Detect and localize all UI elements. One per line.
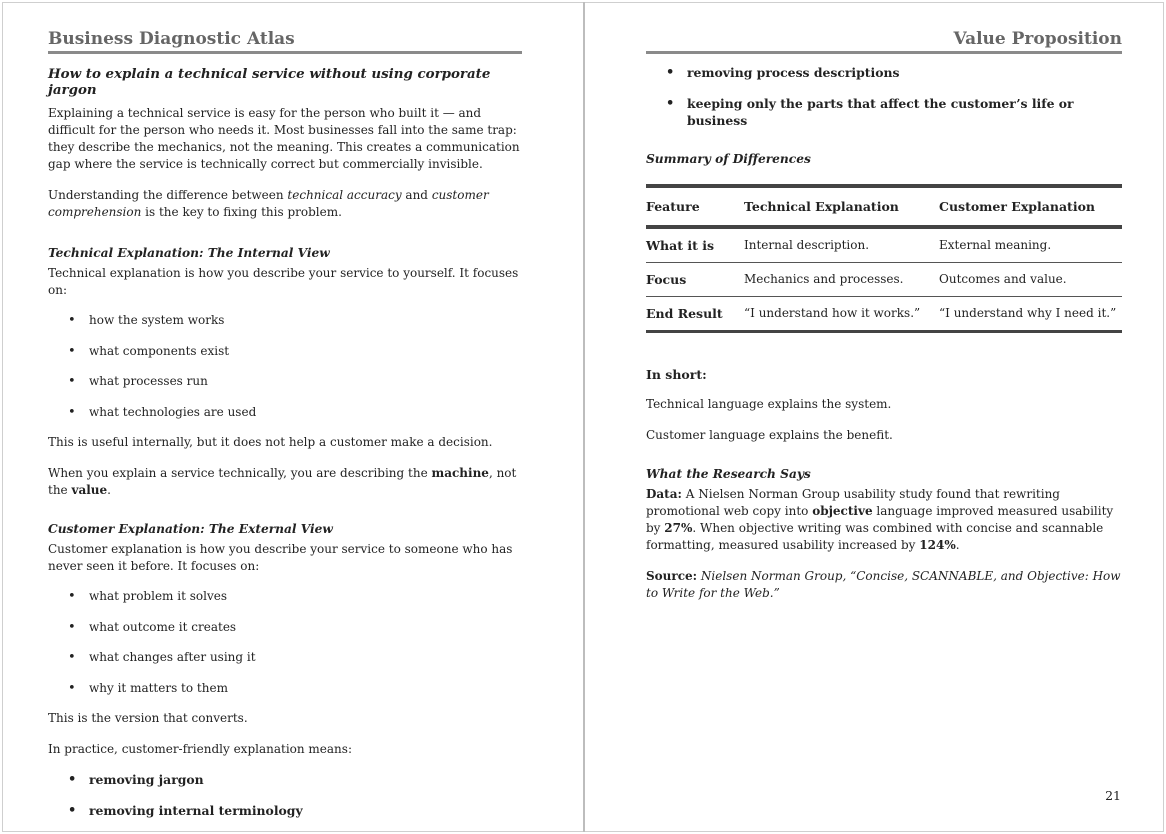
list-item: • what technologies are used: [48, 404, 522, 421]
list-item: • what processes run: [48, 373, 522, 390]
list-item: • what problem it solves: [48, 588, 522, 605]
customer-heading: Customer Explanation: The External View: [48, 522, 333, 537]
understanding-paragraph: Understanding the difference between technical accuracy and customer comprehension is the key to fixing this problem.: [48, 188, 489, 219]
list-item: • what outcome it creates: [48, 619, 522, 636]
table-header: Feature: [646, 198, 700, 214]
data-paragraph: Data: A Nielsen Norman Group usability study found that rewriting promotional web copy into objective language improved measured usability by 27%. When objective writing was combined with concise and scannable formatting, measured usability increased by 124%.: [646, 486, 1114, 552]
book-gutter: [583, 2, 585, 832]
table-cell: “I understand why I need it.”: [939, 296, 1122, 331]
converts-line: This is the version that converts.: [48, 711, 248, 726]
in-short-line: Technical language explains the system.: [646, 396, 892, 411]
research-heading: What the Research Says: [646, 466, 811, 481]
customer-intro: Customer explanation is how you describe your service to someone who has never seen it before. It focuses on:: [48, 542, 513, 574]
table-header: Customer Explanation: [939, 198, 1096, 214]
list-item: • removing process descriptions: [646, 64, 1122, 81]
in-short-label: In short:: [646, 366, 707, 382]
technical-heading: Technical Explanation: The Internal View: [48, 246, 330, 260]
table-cell: End Result: [646, 296, 744, 331]
machine-paragraph: When you explain a service technically, you are describing the machine, not the value.: [48, 466, 517, 498]
right-page: [646, 28, 1122, 602]
section-title: How to explain a technical service without using corporate jargon: [48, 66, 491, 98]
table-header-row: [646, 186, 1122, 227]
technical-list: [48, 312, 522, 421]
table-header: Technical Explanation: [744, 198, 899, 214]
in-short-line: Customer language explains the benefit.: [646, 427, 893, 442]
technical-note: This is useful internally, but it does not help a customer make a decision.: [48, 435, 493, 450]
table-row: [646, 296, 1122, 331]
page-number: 21: [1105, 788, 1121, 803]
table-cell: Mechanics and processes.: [744, 262, 939, 296]
technical-intro: Technical explanation is how you describe your service to yourself. It focuses on:: [48, 266, 519, 297]
summary-heading: Summary of Differences: [646, 151, 811, 166]
table-cell: Focus: [646, 262, 744, 296]
list-item: • removing internal terminology: [48, 802, 522, 819]
table-row: [646, 262, 1122, 296]
left-page: [48, 28, 522, 819]
list-item: • why it matters to them: [48, 680, 522, 697]
practice-line: In practice, customer-friendly explanation means:: [48, 742, 352, 757]
table-cell: “I understand how it works.”: [744, 296, 939, 331]
list-item: • what components exist: [48, 343, 522, 360]
customer-list: [48, 588, 522, 697]
running-head-right: Value Proposition: [646, 28, 1122, 54]
table-cell: Outcomes and value.: [939, 262, 1122, 296]
table-cell: Internal description.: [744, 227, 939, 263]
list-item: • keeping only the parts that affect the customer’s life or business: [646, 95, 1122, 129]
list-item: • how the system works: [48, 312, 522, 329]
list-item: • what changes after using it: [48, 649, 522, 666]
list-item: • removing jargon: [48, 771, 522, 788]
practice-list: [48, 771, 522, 819]
table-cell: What it is: [646, 227, 744, 263]
intro-paragraph: Explaining a technical service is easy for the person who built it — and difficult for the person who needs it. Most businesses fall into the same trap: they describe the mechanics, not the meaning. This creates a communication gap where the service is technically correct but commercially invisible.: [48, 106, 520, 171]
table-row: [646, 227, 1122, 263]
continued-list: [646, 64, 1122, 129]
source-paragraph: Source: Nielsen Norman Group, “Concise, SCANNABLE, and Objective: How to Write for the Web.”: [646, 568, 1121, 600]
table-cell: External meaning.: [939, 227, 1122, 263]
differences-table: [646, 184, 1122, 333]
running-head-left: Business Diagnostic Atlas: [48, 28, 522, 54]
